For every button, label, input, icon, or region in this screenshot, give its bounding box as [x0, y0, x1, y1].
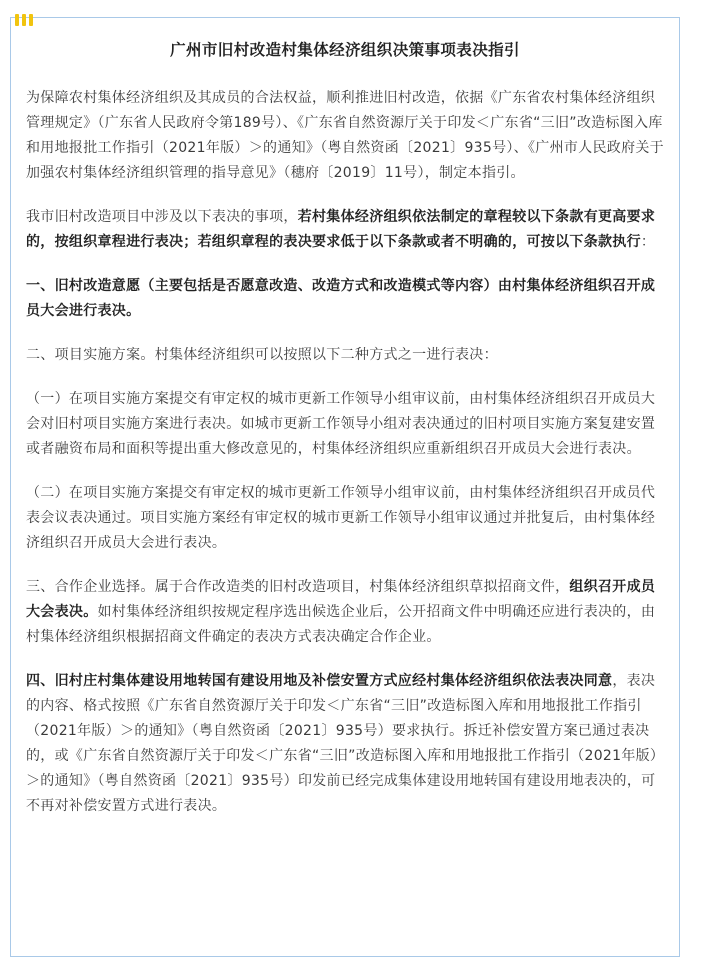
document-body [26, 86, 666, 838]
paragraph-item-2: 二、项目实施方案。村集体经济组织可以按照以下二种方式之一进行表决： [26, 347, 498, 363]
paragraph-item-4: 四、旧村庄村集体建设用地转国有建设用地及补偿安置方式应经村集体经济组织依法表决同意，表决的内容、格式按照《广东省自然资源厅关于印发＜广东省“三旧”改造标图入库和用地报批工作指引（2021年版）＞的通知》（粤自然资函〔2021〕935号）要求执行。拆迁补偿安置方案已通过表决的，或《广东省自然资源厅关于印发＜广东省“三旧”改造标图入库和用地报批工作指引（2021年版）＞的通知》（粤自然资函〔2021〕935号）印发前已经完成集体建设用地转国有建设用地表决的，可不再对补偿安置方式进行表决。 [26, 673, 665, 814]
paragraph-item-1: 一、旧村改造意愿（主要包括是否愿意改造、改造方式和改造模式等内容）由村集体经济组织召开成员大会进行表决。 [26, 278, 656, 319]
paragraph-intro: 为保障农村集体经济组织及其成员的合法权益，顺利推进旧村改造，依据《广东省农村集体经济组织管理规定》（广东省人民政府令第189号）、《广东省自然资源厅关于印发＜广东省“三旧”改造标图入库和用地报批工作指引（2021年版）＞的通知》（粤自然资函〔2021〕935号）、《广州市人民政府关于加强农村集体经济组织管理的指导意见》（穗府〔2019〕11号），制定本指引。 [26, 90, 664, 181]
paragraph-item-2-2: （二）在项目实施方案提交有审定权的城市更新工作领导小组审议前，由村集体经济组织召开成员代表会议表决通过。项目实施方案经有审定权的城市更新工作领导小组审议通过并批复后，由村集体经济组织召开成员大会进行表决。 [26, 485, 656, 551]
paragraph-item-2-1: （一）在项目实施方案提交有审定权的城市更新工作领导小组审议前，由村集体经济组织召开成员大会对旧村项目实施方案进行表决。如城市更新工作领导小组对表决通过的旧村项目实施方案复建安置或者融资布局和面积等提出重大修改意见的，村集体经济组织应重新组织召开成员大会进行表决。 [26, 391, 656, 457]
corner-decoration [15, 14, 33, 26]
document-title: 广州市旧村改造村集体经济组织决策事项表决指引 [170, 41, 520, 59]
paragraph-scope: 我市旧村改造项目中涉及以下表决的事项，若村集体经济组织依法制定的章程较以下条款有更高要求的，按组织章程进行表决；若组织章程的表决要求低于以下条款或者不明确的，可按以下条款执行： [26, 209, 656, 250]
paragraph-item-3: 三、合作企业选择。属于合作改造类的旧村改造项目，村集体经济组织草拟招商文件，组织召开成员大会表决。如村集体经济组织按规定程序选出候选企业后，公开招商文件中明确还应进行表决的，由村集体经济组织根据招商文件确定的表决方式表决确定合作企业。 [26, 579, 656, 645]
scope-bold-text: 若村集体经济组织依法制定的章程较以下条款有更高要求的，按组织章程进行表决；若组织章程的表决要求低于以下条款或者不明确的，可按以下条款执行 [26, 209, 656, 250]
